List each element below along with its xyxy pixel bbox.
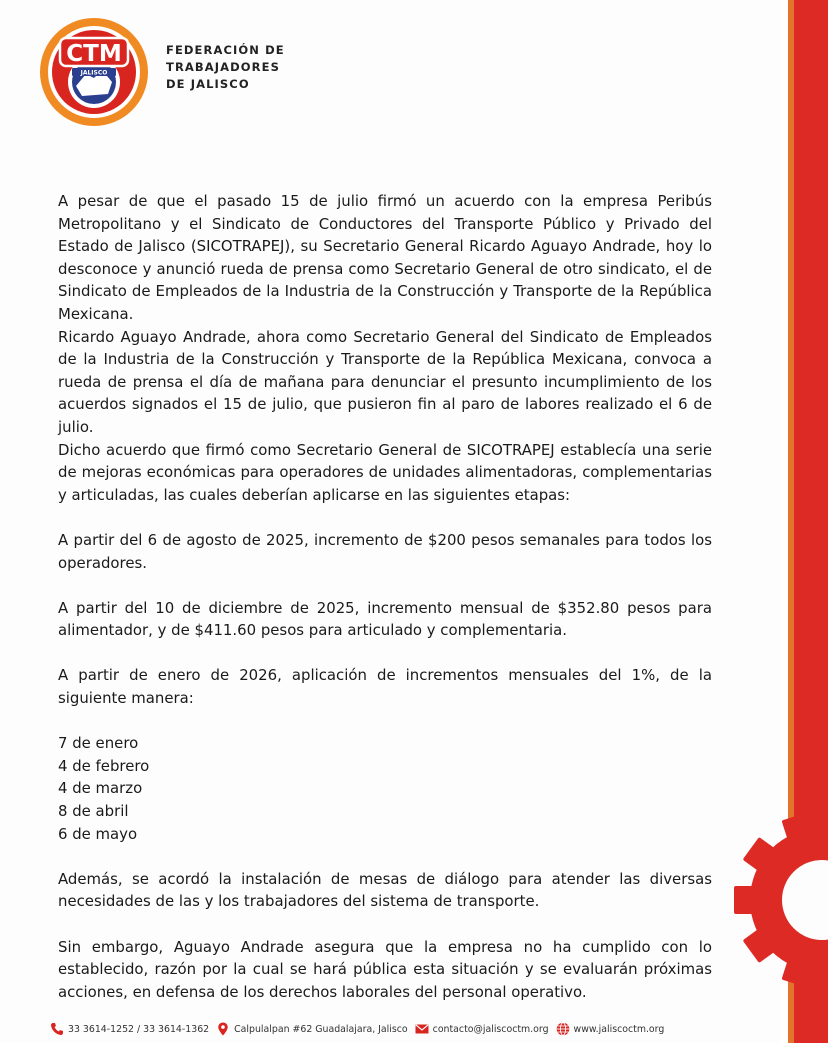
website-text: www.jaliscoctm.org (573, 1023, 665, 1035)
paragraph-8: Sin embargo, Aguayo Andrade asegura que la empresa no ha cumplido con lo establecido, razón por la cual se hará pública esta situación y se evaluarán próximas acciones, en defensa de los derechos laborales del personal operativo. (58, 937, 712, 1001)
date-item: 4 de marzo (58, 779, 143, 798)
phone-text: 33 3614-1252 / 33 3614-1362 (68, 1023, 210, 1035)
email-text: contacto@jaliscoctm.org (432, 1023, 549, 1035)
footer-email[interactable] (415, 1022, 549, 1036)
org-name-line: TRABAJADORES (166, 60, 280, 74)
paragraph-2: Ricardo Aguayo Andrade, ahora como Secretario General del Sindicato de Empleados de la Industria de la Construcción y Transporte de la República Mexicana, convoca a rueda de prensa el día de mañana para denunciar el presunto incumplimiento de los acuerdos signados el 15 de julio, que pusieron fin al paro de labores realizado el 6 de julio. (58, 327, 712, 436)
date-item: 6 de mayo (58, 824, 138, 843)
footer-phone[interactable] (50, 1022, 209, 1036)
paragraph-1: A pesar de que el pasado 15 de julio firmó un acuerdo con la empresa Peribús Metropolitano y el Sindicato de Conductores del Transporte Público y Privado del Estado de Jalisco (SICOTRAPEJ), su Secretario General Ricardo Aguayo Andrade, hoy lo desconoce y anunció rueda de prensa como Secretario General de otro sindicato, el de Sindicato de Empleados de la Industria de la Construcción y Transporte de la República Mexicana. (58, 192, 712, 323)
date-item: 4 de febrero (58, 756, 150, 775)
statement-body (58, 190, 712, 1003)
date-list (58, 732, 712, 845)
location-pin-icon (216, 1022, 230, 1036)
org-name-line: DE JALISCO (166, 77, 250, 91)
paragraph-5: A partir del 10 de diciembre de 2025, incremento mensual de $352.80 pesos para alimentador, y de $411.60 pesos para articulado y complementaria. (58, 598, 712, 640)
footer-address[interactable] (216, 1022, 408, 1036)
footer-website[interactable] (556, 1022, 665, 1036)
logo-subtext: JALISCO (80, 69, 108, 77)
address-text: Calpulalpan #62 Guadalajara, Jalisco (234, 1023, 408, 1035)
ctm-logo (38, 16, 150, 128)
phone-icon (50, 1022, 64, 1036)
paragraph-3: Dicho acuerdo que firmó como Secretario General de SICOTRAPEJ establecía una serie de mejoras económicas para operadores de unidades alimentadoras, complementarias y articuladas, las cuales deberían aplicarse en las siguientes etapas: (58, 440, 712, 504)
date-item: 8 de abril (58, 802, 129, 821)
contact-footer (50, 1020, 730, 1038)
logo-text: CTM (66, 41, 122, 67)
paragraph-7: Además, se acordó la instalación de mesas de diálogo para atender las diversas necesidades de las y los trabajadores del sistema de transporte. (58, 869, 712, 911)
date-item: 7 de enero (58, 734, 139, 753)
paragraph-4: A partir del 6 de agosto de 2025, incremento de $200 pesos semanales para todos los operadores. (58, 530, 712, 572)
org-name (166, 42, 285, 93)
paragraph-6: A partir de enero de 2026, aplicación de incrementos mensuales del 1%, de la siguiente manera: (58, 666, 712, 708)
mail-icon (415, 1022, 429, 1036)
gear-icon (712, 790, 828, 1010)
globe-icon (556, 1022, 570, 1036)
org-name-line: FEDERACIÓN DE (166, 43, 285, 57)
